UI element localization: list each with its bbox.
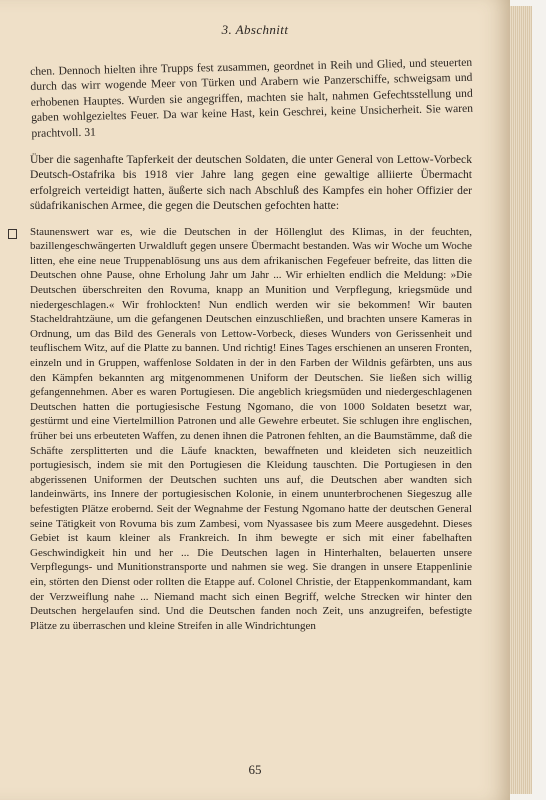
quotation-text: Staunenswert war es, wie die Deutschen in der Höllenglut des Klimas, in der feuchten, bazillengeschwängerten Urwaldluft gegen unsere Übermacht bestanden. Was wir Woche um Woche litten, ehe eine neue Truppenablösung uns aus dem afrikanischen Fegefeuer befreite, das litten die Deutschen ohne Pause, ohne Erholung Jahr um Jahr ... Wir erhielten endlich die Meldung: »Die Deutschen überschreiten den Rovuma, knapp an Munition und Verpflegung, kriegsmüde und niedergeschlagen.« Wir frohlockten! Nun endlich werden wir sie bekommen! Wir bauten Stacheldrahtzäune, um die gefangenen Deutschen einzuschließen, und brachten unsere Kameras in Ordnung, um das Bild des Generals von Lettow-Vorbeck, dieses Wunders von Gerissenheit und teuflischem Witz, auf die Platte zu bannen. Und richtig! Eines Tages erschienen an unseren Fronten, einzeln und in Gruppen, waffenlose Soldaten in der in den Farben der Wildnis gefärbten, uns aus den Kämpfen bekannten arg mitgenommenen Uniform der Deutschen. Sie ließen sich willig gefangennehmen. Aber es waren Portugiesen. Die angeblich kriegsmüden und niedergeschlagenen Deutschen hatten die portugiesische Festung Ngomano, die von 1000 Soldaten besetzt war, gestürmt und eine Viertelmillion Patronen und alle Gewehre erbeutet. Sie schlugen ihre englischen, früher bei uns erbeuteten Waffen, zu denen ihnen die Patronen fehlten, an die Baumstämme, daß die Schäfte zersplitterten und die Läufe knackten, bewaffneten und kleideten sich neuzeitlich portugiesisch, indem sie mit den Portugiesen die Kleidung tauschten. Die Portugiesen in den abgerissenen Uniformen der Deutschen suchten uns auf, die Deutschen aber wandten sich landeinwärts, ins Innere der portugiesischen Kolonie, in einem ununterbrochenen Siegeszug alle befestigten Plätze erobernd. Seit der Wegnahme der Festung Ngomano hatte der deutschen General seine Tätigkeit von Rovuma bis zum Zambesi, vom Nyassasee bis zum Meere ausgedehnt. Dieses Gebiet ist kaum kleiner als Frankreich. In ihm bewegte er sich mit einer fabelhaften Geschwindigkeit hin und her ... Die Deutschen lagen in Hinterhalten, belauerten unsere Verpflegungs- und Munitionstransporte und nahmen sie weg. Sie drangen in unsere Etappenlinie ein, störten den Dienst oder rollten die Etappe auf. Colonel Christie, der Etappenkommandant, kam der Verzweiflung nahe ... Niemand macht sich einen Begriff, welche Strecken wir hinter den Deutschen hergelaufen sind. Und die Deutschen fanden noch Zeit, uns anzugreifen, befestigte Plätze zu überraschen und kleine Streifen in alle Windrichtungen <box>30 225 472 632</box>
quote-marker-icon <box>8 229 17 239</box>
quotation-block <box>30 225 472 634</box>
page-content <box>30 55 474 633</box>
page-edges <box>510 6 532 794</box>
paragraph-lead: Über die sagenhafte Tapferkeit der deutschen Soldaten, die unter General von Lettow-Vorbeck Deutsch-Ostafrika bis 1918 vier Jahre lang gegen eine gewaltige alliierte Übermacht erfolgreich verteidigt hatten, äußerte sich nach Abschluß des Kampfes ein hoher Offizier der südafrikanischen Armee, die gegen die Deutschen gefochten hatte: <box>30 153 472 213</box>
page-number: 65 <box>248 762 262 777</box>
paragraph-intro: chen. Dennoch hielten ihre Trupps fest zusammen, geordnet in Reih und Glied, und steuerten durch das wirr wogende Meer von Türken und Arabern wie Panzerschiffe, schweigsam und erhobenen Hauptes. Wurden sie angegriffen, machten sie halt, nahmen Gefechtsstellung und gaben wohlgezieltes Feuer. Da war keine Hast, kein Geschrei, keine Unsicherheit. Sie waren prachtvoll. 31 <box>30 55 474 140</box>
running-head: 3. Abschnitt <box>221 22 289 37</box>
